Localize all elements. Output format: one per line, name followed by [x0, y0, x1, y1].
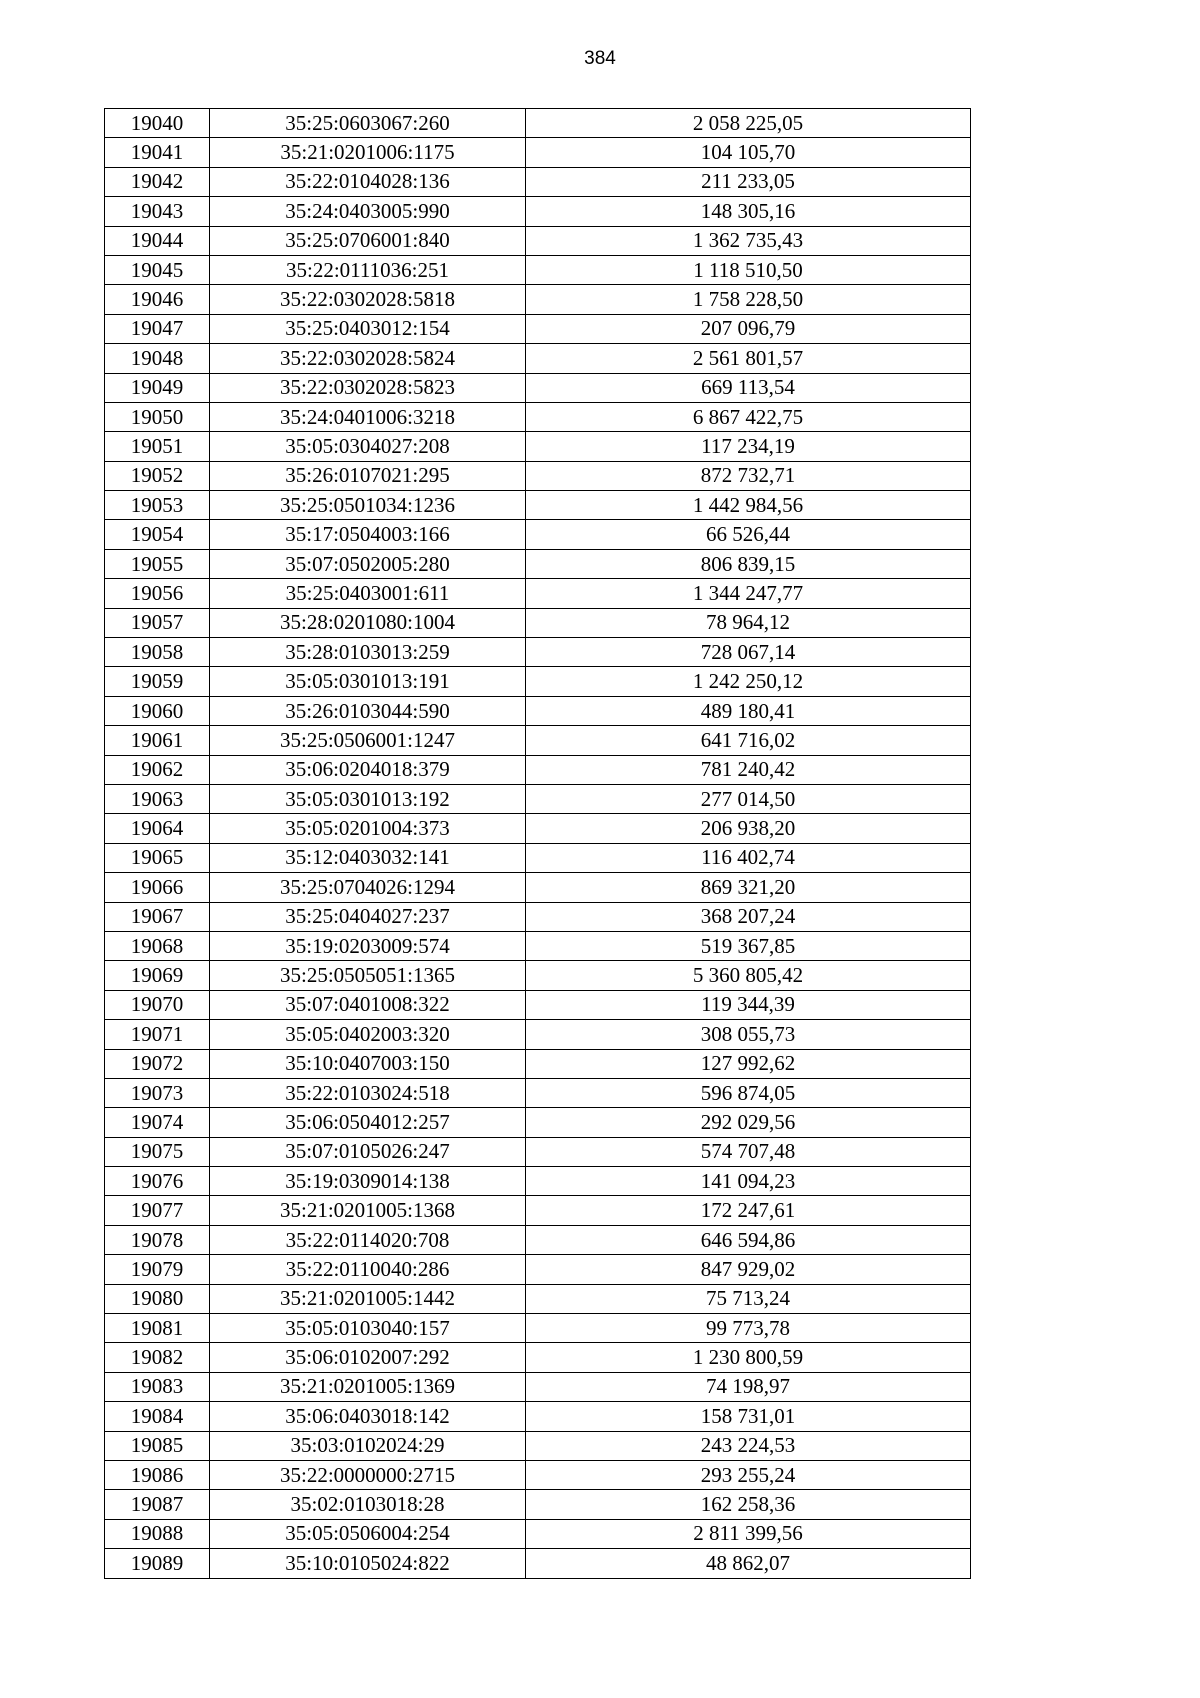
cadastral-number-cell: 35:10:0407003:150: [210, 1049, 526, 1078]
cadastral-number-cell: 35:25:0506001:1247: [210, 726, 526, 755]
cadastral-number-cell: 35:26:0107021:295: [210, 461, 526, 490]
value-cell: 116 402,74: [526, 843, 971, 872]
table-row: [105, 402, 971, 431]
row-number-cell: 19080: [105, 1284, 210, 1313]
cadastral-number-cell: 35:22:0000000:2715: [210, 1460, 526, 1489]
cadastral-number-cell: 35:05:0103040:157: [210, 1314, 526, 1343]
table-row: [105, 1402, 971, 1431]
row-number-cell: 19065: [105, 843, 210, 872]
cadastral-number-cell: 35:21:0201005:1369: [210, 1372, 526, 1401]
value-cell: 728 067,14: [526, 638, 971, 667]
table-row: [105, 1343, 971, 1372]
value-cell: 596 874,05: [526, 1078, 971, 1107]
table-row: [105, 109, 971, 138]
row-number-cell: 19081: [105, 1314, 210, 1343]
value-cell: 99 773,78: [526, 1314, 971, 1343]
cadastral-number-cell: 35:21:0201005:1368: [210, 1196, 526, 1225]
row-number-cell: 19088: [105, 1519, 210, 1548]
value-cell: 646 594,86: [526, 1225, 971, 1254]
page-number: 384: [584, 48, 616, 69]
table-row: [105, 1049, 971, 1078]
row-number-cell: 19054: [105, 520, 210, 549]
row-number-cell: 19083: [105, 1372, 210, 1401]
cadastral-number-cell: 35:25:0706001:840: [210, 226, 526, 255]
table-row: [105, 138, 971, 167]
value-cell: 1 230 800,59: [526, 1343, 971, 1372]
cadastral-number-cell: 35:05:0201004:373: [210, 814, 526, 843]
row-number-cell: 19047: [105, 314, 210, 343]
value-cell: 243 224,53: [526, 1431, 971, 1460]
table-row: [105, 990, 971, 1019]
value-cell: 74 198,97: [526, 1372, 971, 1401]
value-cell: 1 362 735,43: [526, 226, 971, 255]
row-number-cell: 19072: [105, 1049, 210, 1078]
cadastral-number-cell: 35:21:0201005:1442: [210, 1284, 526, 1313]
cadastral-number-cell: 35:25:0404027:237: [210, 902, 526, 931]
cadastral-number-cell: 35:24:0401006:3218: [210, 402, 526, 431]
row-number-cell: 19046: [105, 285, 210, 314]
row-number-cell: 19062: [105, 755, 210, 784]
cadastral-number-cell: 35:06:0504012:257: [210, 1108, 526, 1137]
cadastral-number-cell: 35:07:0105026:247: [210, 1137, 526, 1166]
table-row: [105, 373, 971, 402]
cadastral-number-cell: 35:03:0102024:29: [210, 1431, 526, 1460]
table-row: [105, 1314, 971, 1343]
table-row: [105, 696, 971, 725]
value-cell: 2 058 225,05: [526, 109, 971, 138]
table-row: [105, 931, 971, 960]
value-cell: 75 713,24: [526, 1284, 971, 1313]
cadastral-number-cell: 35:06:0204018:379: [210, 755, 526, 784]
row-number-cell: 19059: [105, 667, 210, 696]
value-cell: 519 367,85: [526, 931, 971, 960]
table-row: [105, 1078, 971, 1107]
table-row: [105, 314, 971, 343]
value-cell: 207 096,79: [526, 314, 971, 343]
table-row: [105, 667, 971, 696]
value-cell: 847 929,02: [526, 1255, 971, 1284]
table-row: [105, 1167, 971, 1196]
cadastral-number-cell: 35:02:0103018:28: [210, 1490, 526, 1519]
table-row: [105, 285, 971, 314]
table-row: [105, 1372, 971, 1401]
registry-table-body: [105, 109, 971, 1579]
value-cell: 162 258,36: [526, 1490, 971, 1519]
row-number-cell: 19042: [105, 167, 210, 196]
value-cell: 78 964,12: [526, 608, 971, 637]
value-cell: 574 707,48: [526, 1137, 971, 1166]
cadastral-number-cell: 35:24:0403005:990: [210, 197, 526, 226]
row-number-cell: 19064: [105, 814, 210, 843]
value-cell: 669 113,54: [526, 373, 971, 402]
row-number-cell: 19048: [105, 344, 210, 373]
table-row: [105, 1284, 971, 1313]
cadastral-number-cell: 35:19:0309014:138: [210, 1167, 526, 1196]
row-number-cell: 19051: [105, 432, 210, 461]
value-cell: 148 305,16: [526, 197, 971, 226]
cadastral-number-cell: 35:22:0302028:5823: [210, 373, 526, 402]
value-cell: 806 839,15: [526, 549, 971, 578]
cadastral-number-cell: 35:07:0401008:322: [210, 990, 526, 1019]
table-row: [105, 1490, 971, 1519]
cadastral-number-cell: 35:25:0403001:611: [210, 579, 526, 608]
row-number-cell: 19063: [105, 784, 210, 813]
cadastral-number-cell: 35:28:0103013:259: [210, 638, 526, 667]
cadastral-number-cell: 35:05:0301013:191: [210, 667, 526, 696]
value-cell: 1 344 247,77: [526, 579, 971, 608]
table-row: [105, 579, 971, 608]
row-number-cell: 19071: [105, 1020, 210, 1049]
cadastral-number-cell: 35:25:0501034:1236: [210, 491, 526, 520]
table-row: [105, 226, 971, 255]
row-number-cell: 19068: [105, 931, 210, 960]
row-number-cell: 19077: [105, 1196, 210, 1225]
value-cell: 368 207,24: [526, 902, 971, 931]
value-cell: 211 233,05: [526, 167, 971, 196]
row-number-cell: 19061: [105, 726, 210, 755]
value-cell: 141 094,23: [526, 1167, 971, 1196]
table-row: [105, 1460, 971, 1489]
row-number-cell: 19070: [105, 990, 210, 1019]
row-number-cell: 19044: [105, 226, 210, 255]
row-number-cell: 19085: [105, 1431, 210, 1460]
value-cell: 1 758 228,50: [526, 285, 971, 314]
value-cell: 2 561 801,57: [526, 344, 971, 373]
table-row: [105, 255, 971, 284]
value-cell: 66 526,44: [526, 520, 971, 549]
row-number-cell: 19057: [105, 608, 210, 637]
value-cell: 1 442 984,56: [526, 491, 971, 520]
value-cell: 119 344,39: [526, 990, 971, 1019]
row-number-cell: 19045: [105, 255, 210, 284]
value-cell: 48 862,07: [526, 1549, 971, 1578]
row-number-cell: 19041: [105, 138, 210, 167]
cadastral-number-cell: 35:10:0105024:822: [210, 1549, 526, 1578]
table-row: [105, 344, 971, 373]
cadastral-number-cell: 35:05:0506004:254: [210, 1519, 526, 1548]
table-row: [105, 814, 971, 843]
cadastral-number-cell: 35:22:0110040:286: [210, 1255, 526, 1284]
cadastral-number-cell: 35:25:0603067:260: [210, 109, 526, 138]
row-number-cell: 19076: [105, 1167, 210, 1196]
cadastral-number-cell: 35:06:0403018:142: [210, 1402, 526, 1431]
value-cell: 206 938,20: [526, 814, 971, 843]
row-number-cell: 19050: [105, 402, 210, 431]
value-cell: 293 255,24: [526, 1460, 971, 1489]
row-number-cell: 19086: [105, 1460, 210, 1489]
value-cell: 781 240,42: [526, 755, 971, 784]
row-number-cell: 19084: [105, 1402, 210, 1431]
table-row: [105, 197, 971, 226]
registry-table: [104, 108, 971, 1579]
cadastral-number-cell: 35:25:0704026:1294: [210, 873, 526, 902]
cadastral-number-cell: 35:07:0502005:280: [210, 549, 526, 578]
table-row: [105, 961, 971, 990]
cadastral-number-cell: 35:22:0302028:5818: [210, 285, 526, 314]
row-number-cell: 19040: [105, 109, 210, 138]
table-row: [105, 1549, 971, 1578]
row-number-cell: 19082: [105, 1343, 210, 1372]
cadastral-number-cell: 35:25:0403012:154: [210, 314, 526, 343]
table-row: [105, 638, 971, 667]
value-cell: 127 992,62: [526, 1049, 971, 1078]
value-cell: 292 029,56: [526, 1108, 971, 1137]
row-number-cell: 19078: [105, 1225, 210, 1254]
table-row: [105, 1108, 971, 1137]
value-cell: 6 867 422,75: [526, 402, 971, 431]
row-number-cell: 19049: [105, 373, 210, 402]
table-row: [105, 461, 971, 490]
cadastral-number-cell: 35:22:0111036:251: [210, 255, 526, 284]
table-row: [105, 755, 971, 784]
value-cell: 641 716,02: [526, 726, 971, 755]
cadastral-number-cell: 35:22:0114020:708: [210, 1225, 526, 1254]
table-row: [105, 608, 971, 637]
table-row: [105, 432, 971, 461]
value-cell: 104 105,70: [526, 138, 971, 167]
row-number-cell: 19079: [105, 1255, 210, 1284]
value-cell: 489 180,41: [526, 696, 971, 725]
row-number-cell: 19056: [105, 579, 210, 608]
cadastral-number-cell: 35:26:0103044:590: [210, 696, 526, 725]
table-row: [105, 1020, 971, 1049]
table-row: [105, 520, 971, 549]
row-number-cell: 19067: [105, 902, 210, 931]
row-number-cell: 19073: [105, 1078, 210, 1107]
value-cell: 869 321,20: [526, 873, 971, 902]
cadastral-number-cell: 35:17:0504003:166: [210, 520, 526, 549]
table-row: [105, 784, 971, 813]
table-row: [105, 1431, 971, 1460]
row-number-cell: 19089: [105, 1549, 210, 1578]
row-number-cell: 19074: [105, 1108, 210, 1137]
cadastral-number-cell: 35:05:0402003:320: [210, 1020, 526, 1049]
cadastral-number-cell: 35:22:0302028:5824: [210, 344, 526, 373]
row-number-cell: 19058: [105, 638, 210, 667]
row-number-cell: 19055: [105, 549, 210, 578]
row-number-cell: 19075: [105, 1137, 210, 1166]
cadastral-number-cell: 35:05:0301013:192: [210, 784, 526, 813]
row-number-cell: 19052: [105, 461, 210, 490]
cadastral-number-cell: 35:22:0103024:518: [210, 1078, 526, 1107]
value-cell: 872 732,71: [526, 461, 971, 490]
row-number-cell: 19069: [105, 961, 210, 990]
cadastral-number-cell: 35:22:0104028:136: [210, 167, 526, 196]
cadastral-number-cell: 35:06:0102007:292: [210, 1343, 526, 1372]
row-number-cell: 19066: [105, 873, 210, 902]
row-number-cell: 19043: [105, 197, 210, 226]
table-row: [105, 1137, 971, 1166]
value-cell: 2 811 399,56: [526, 1519, 971, 1548]
table-row: [105, 1519, 971, 1548]
table-row: [105, 902, 971, 931]
table-row: [105, 491, 971, 520]
value-cell: 1 118 510,50: [526, 255, 971, 284]
table-row: [105, 549, 971, 578]
value-cell: 308 055,73: [526, 1020, 971, 1049]
value-cell: 1 242 250,12: [526, 667, 971, 696]
cadastral-number-cell: 35:12:0403032:141: [210, 843, 526, 872]
table-row: [105, 1196, 971, 1225]
table-row: [105, 873, 971, 902]
value-cell: 172 247,61: [526, 1196, 971, 1225]
row-number-cell: 19060: [105, 696, 210, 725]
table-row: [105, 1255, 971, 1284]
value-cell: 158 731,01: [526, 1402, 971, 1431]
row-number-cell: 19087: [105, 1490, 210, 1519]
cadastral-number-cell: 35:05:0304027:208: [210, 432, 526, 461]
value-cell: 117 234,19: [526, 432, 971, 461]
cadastral-number-cell: 35:28:0201080:1004: [210, 608, 526, 637]
cadastral-number-cell: 35:21:0201006:1175: [210, 138, 526, 167]
table-row: [105, 726, 971, 755]
value-cell: 5 360 805,42: [526, 961, 971, 990]
table-row: [105, 167, 971, 196]
cadastral-number-cell: 35:19:0203009:574: [210, 931, 526, 960]
row-number-cell: 19053: [105, 491, 210, 520]
value-cell: 277 014,50: [526, 784, 971, 813]
table-row: [105, 843, 971, 872]
cadastral-number-cell: 35:25:0505051:1365: [210, 961, 526, 990]
table-row: [105, 1225, 971, 1254]
